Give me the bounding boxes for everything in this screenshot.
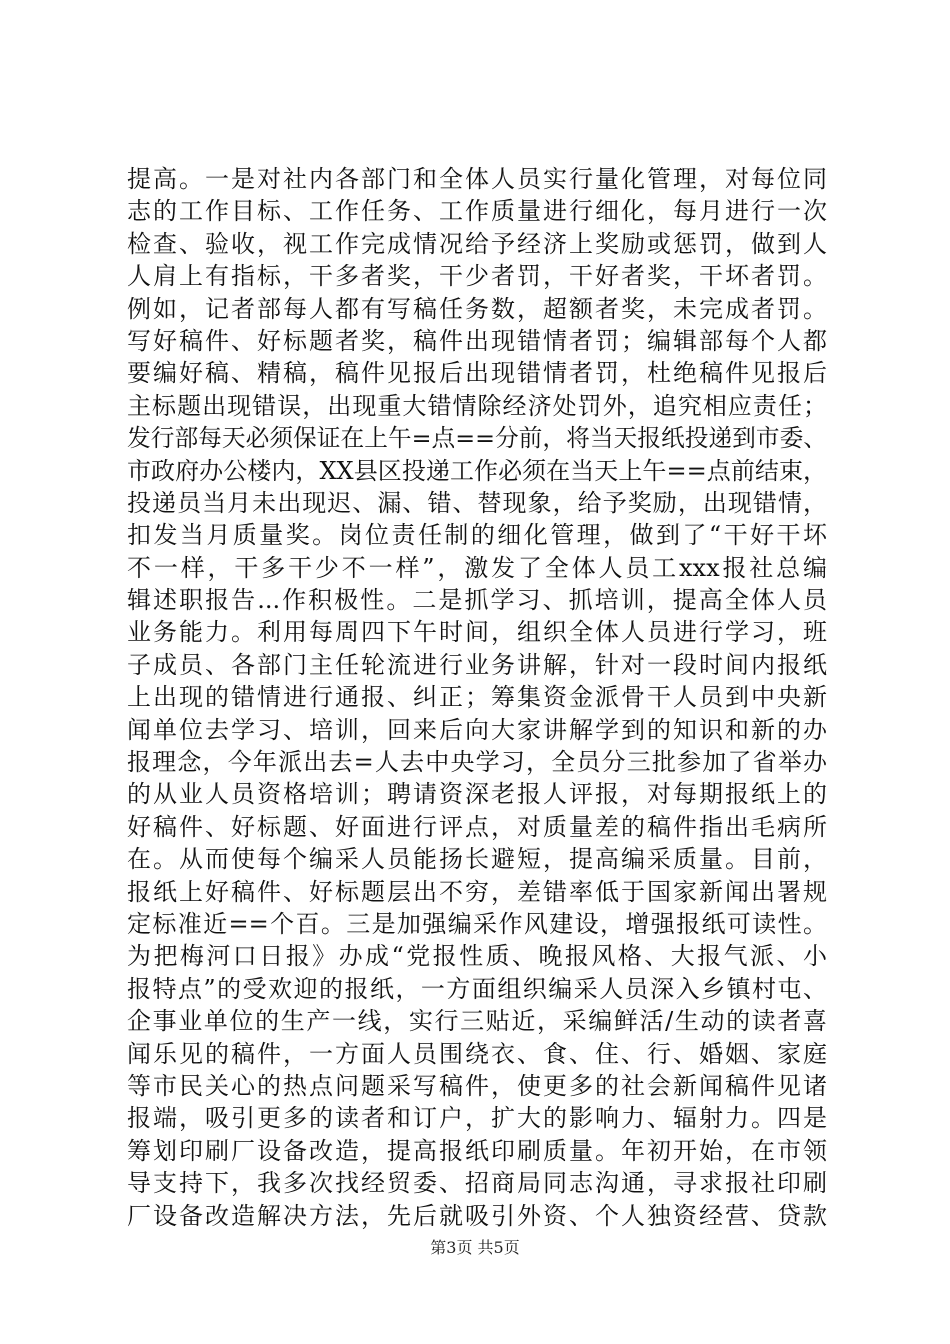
text-line: 市政府办公楼内，XX县区投递工作必须在当天上午==点前结束， (127, 456, 827, 485)
text-line: 企事业单位的生产一线，实行三贴近，采编鲜活/生动的读者喜 (127, 1007, 827, 1036)
text-line: 筹划印刷厂设备改造，提高报纸印刷质量。年初开始，在市领 (127, 1136, 827, 1165)
text-line: 好稿件、好标题、好面进行评点，对质量差的稿件指出毛病所 (127, 812, 827, 841)
body-text (127, 163, 827, 1232)
text-line: 子成员、各部门主任轮流进行业务讲解，针对一段时间内报纸 (127, 650, 827, 679)
text-line: 要编好稿、精稿，稿件见报后出现错情者罚，杜绝稿件见报后 (127, 359, 827, 388)
text-line: 扣发当月质量奖。岗位责任制的细化管理，做到了“干好干坏 (127, 521, 827, 550)
text-line: 定标准近==个百。三是加强编采作风建设，增强报纸可读性。 (127, 909, 827, 938)
text-line: 业务能力。利用每周四下午时间，组织全体人员进行学习，班 (127, 618, 827, 647)
text-line: 投递员当月未出现迟、漏、错、替现象，给予奖励，出现错情， (127, 488, 827, 517)
text-line: 厂设备改造解决方法，先后就吸引外资、个人独资经营、贷款 (127, 1201, 827, 1230)
text-line: 为把梅河口日报》办成“党报性质、晚报风格、大报气派、小 (127, 942, 827, 971)
text-line: 报特点”的受欢迎的报纸，一方面组织编采人员深入乡镇村屯、 (127, 974, 827, 1003)
page-number-footer: 第3页 共5页 (430, 1238, 520, 1257)
text-line: 检查、验收，视工作完成情况给予经济上奖励或惩罚，做到人 (127, 229, 827, 258)
text-line: 在。从而使每个编采人员能扬长避短，提高编采质量。目前， (127, 845, 827, 874)
text-line: 写好稿件、好标题者奖，稿件出现错情者罚；编辑部每个人都 (127, 326, 827, 355)
text-line: 闻乐见的稿件，一方面人员围绕衣、食、住、行、婚姻、家庭 (127, 1039, 827, 1068)
text-line: 等市民关心的热点问题采写稿件，使更多的社会新闻稿件见诸 (127, 1071, 827, 1100)
text-line: 报理念，今年派出去=人去中央学习，全员分三批参加了省举办 (127, 748, 827, 777)
text-line: 主标题出现错误，出现重大错情除经济处罚外，追究相应责任； (127, 391, 827, 420)
text-line: 人肩上有指标，干多者奖，干少者罚，干好者奖，干坏者罚。 (127, 262, 827, 291)
text-line: 导支持下，我多次找经贸委、招商局同志沟通，寻求报社印刷 (127, 1169, 827, 1198)
text-line: 发行部每天必须保证在上午=点==分前，将当天报纸投递到市委、 (127, 424, 828, 453)
text-line: 提高。一是对社内各部门和全体人员实行量化管理，对每位同 (127, 165, 827, 193)
text-line: 不一样，干多干少不一样”，激发了全体人员工xxx报社总编 (127, 553, 827, 582)
text-line: 闻单位去学习、培训，回来后向大家讲解学到的知识和新的办 (127, 715, 827, 744)
text-line: 辑述职报告...作积极性。二是抓学习、抓培训，提高全体人员 (127, 586, 827, 615)
text-line: 上出现的错情进行通报、纠正；筹集资金派骨干人员到中央新 (127, 683, 827, 712)
text-line: 例如，记者部每人都有写稿任务数，超额者奖，未完成者罚。 (127, 294, 827, 323)
text-line: 报纸上好稿件、好标题层出不穷，差错率低于国家新闻出署规 (127, 877, 827, 906)
text-line: 志的工作目标、工作任务、工作质量进行细化，每月进行一次 (127, 197, 827, 226)
text-line: 的从业人员资格培训；聘请资深老报人评报，对每期报纸上的 (127, 780, 827, 809)
text-line: 报端，吸引更多的读者和订户，扩大的影响力、辐射力。四是 (127, 1104, 827, 1133)
